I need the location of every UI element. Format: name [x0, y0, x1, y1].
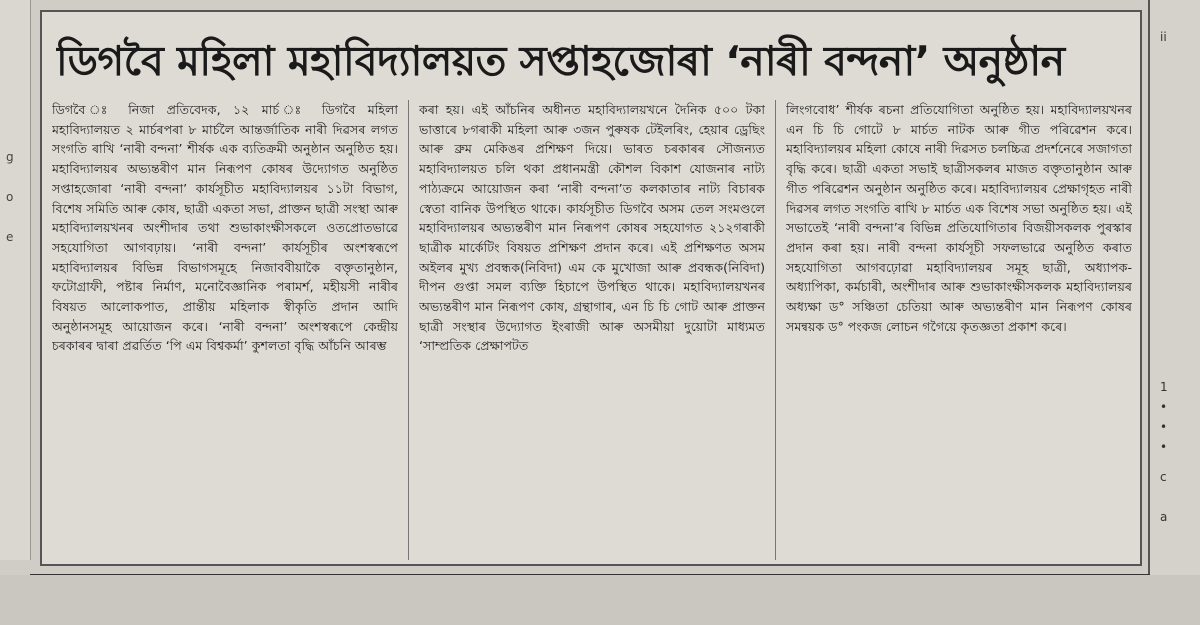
column-divider: [408, 100, 409, 560]
newspaper-article: [40, 10, 1142, 566]
column-divider: [775, 100, 776, 560]
article-column-2: কৰা হয়। এই আঁচনিৰ অধীনত মহাবিদ্যালয়খনে দৈনিক ৫০০ টকা ভাত্তাৰে ৮গৰাকী মহিলা আৰু ৩জন পুৰুষক টেইলৰিং, হেয়াৰ ড্ৰেছিং আৰু ব্ৰুম মেকিঙৰ প্ৰশিক্ষণ দিয়ে। ভাৰত চৰকাৰৰ সৌজন্যত মহাবিদ্যালয়ত চলি থকা প্ৰধানমন্ত্ৰী কৌশল বিকাশ যোজনাৰ নাট্য পাঠ্যক্ৰমে আয়োজন কৰা ‘নাৰী বন্দনা’ত কলকাতাৰ নাট্য বিচাৰক স্বেতা বানিক উপস্থিত থাকে। কাৰ্যসূচীত ডিগবৈ অসম তেল সংমণ্ডলে মহাবিদ্যালয়ৰ অভ্যন্তৰীণ মান নিৰূপণ কোষৰ সহযোগত ২১২গৰাকী ছাত্ৰীক মাৰ্কেটিং বিষয়ত প্ৰশিক্ষণ প্ৰদান কৰে। এই প্ৰশিক্ষণত অসম অইলৰ মুখ্য প্ৰবন্ধক(নিবিদা) এম কে মুখোজা আৰু প্ৰবন্ধক(নিবিদা) দীপন গুপ্তা সমল ব্যক্তি হিচাপে উপস্থিত থাকে। মহাবিদ্যালয়খনৰ অভ্যন্তৰীণ মান নিৰূপণ কোষ, গ্ৰন্থাগাৰ, এন চি চি গোট আৰু প্ৰাক্তন ছাত্ৰী সংস্থাৰ উদ্যোগত ইংৰাজী আৰু অসমীয়া দুয়োটা মাধ্যমত ‘সাম্প্ৰতিক প্ৰেক্ষাপটত: [419, 102, 765, 354]
article-columns: [52, 100, 1132, 560]
article-headline: ডিগবৈ মহিলা মহাবিদ্যালয়ত সপ্তাহজোৰা ‘নাৰী বন্দনা’ অনুষ্ঠান: [56, 37, 1065, 85]
article-column-1: ডিগবৈ ঃ নিজা প্রতিবেদক, ১২ মার্চ ঃ ডিগবৈ মহিলা মহাবিদ্যালয়ত ২ মার্চৰপৰা ৮ মার্চলৈ আন্তৰ্জাতিক নাৰী দিৱসৰ লগত সংগতি ৰাখি ‘নাৰী বন্দনা’ শীৰ্ষক এক ব্যতিক্ৰমী অনুষ্ঠান অনুষ্ঠিত হয়। মহাবিদ্যালয়ৰ অভ্যন্তৰীণ মান নিৰূপণ কোষৰ উদ্যোগত অনুষ্ঠিত সপ্তাহজোৰা ‘নাৰী বন্দনা’ কাৰ্যসূচীত মহাবিদ্যালয়ৰ ১১টা বিভাগ, বিশেষ সমিতি আৰু কোষ, ছাত্ৰী একতা সভা, প্ৰাক্তন ছাত্ৰী সংস্থা আৰু মহাবিদ্যালয়খনৰ অংশীদাৰ তথা শুভাকাংক্ষীসকলে ওতপ্ৰোতভাৱে সহযোগিতা আগবঢ়ায়। ‘নাৰী বন্দনা’ কাৰ্যসূচীৰ অংশস্বৰূপে মহাবিদ্যালয়ৰ বিভিন্ন বিভাগসমূহে নিজাববীয়াকৈ বক্তৃতানুষ্ঠান, ফটোগ্ৰাফী, পষ্টাৰ নিৰ্মাণ, মনোবৈজ্ঞানিক পৰামৰ্শ, মহীয়সী নাৰীৰ বিষয়ত আলোকপাত, প্ৰান্তীয় মহিলাক স্বীকৃতি প্ৰদান আদি অনুষ্ঠানসমূহ আয়োজন কৰে। ‘নাৰী বন্দনা’ অংশস্বৰূপে কেন্দ্ৰীয় চৰকাৰৰ দ্বাৰা প্ৰৱৰ্তিত ‘পি এম বিশ্বকৰ্মা’ কুশলতা বৃদ্ধি আঁচনি আৰম্ভ: [52, 102, 398, 354]
page-lower-margin: [0, 575, 1200, 625]
adjacent-page-right-edge: ii 1 • • • c a: [1148, 0, 1200, 580]
article-column-3: লিংগবোধ’ শীৰ্ষক ৰচনা প্ৰতিযোগিতা অনুষ্ঠিত হয়। মহাবিদ্যালয়খনৰ এন চি চি গোটে ৮ মাৰ্চত নাটক আৰু গীত পৰিৱেশন কৰে। মহাবিদ্যালয়ৰ মহিলা কোষে নাৰী দিৱসত চলচ্চিত্ৰ প্ৰদৰ্শনেৰে সজাগতা বৃদ্ধি কৰে। ছাত্ৰী একতা সভাই ছাত্ৰীসকলৰ মাজত বক্তৃতানুষ্ঠান আৰু গীত পৰিৱেশন অনুষ্ঠান অনুষ্ঠিত কৰে। মহাবিদ্যালয়ৰ প্ৰেক্ষাগৃহত নাৰী দিৱসৰ লগত সংগতি ৰাখি ৮ মাৰ্চত এক বিশেষ সভা অনুষ্ঠিত হয়। এই সভাতেই ‘নাৰী বন্দনা’ৰ বিভিন্ন প্ৰতিযোগিতাৰ বিজয়ীসকলক পুৰস্কাৰ প্ৰদান কৰা হয়। নাৰী বন্দনা কাৰ্যসূচী সফলভাৱে অনুষ্ঠিত কৰাত সহযোগিতা আগবঢ়োৱা মহাবিদ্যালয়ৰ সমূহ ছাত্ৰী, অধ্যাপক-অধ্যাপিকা, কৰ্মচাৰী, অংশীদাৰ আৰু শুভাকাংক্ষীসকলক মহাবিদ্যালয়ৰ অধ্যক্ষা ড° সঞ্চিতা চেতিয়া আৰু অভ্যন্তৰীণ মান নিৰূপণ কোষৰ সমন্বয়ক ড° পংকজ লোচন গগৈয়ে কৃতজ্ঞতা প্ৰকাশ কৰে।: [786, 102, 1132, 334]
adjacent-page-left-edge: g o e: [0, 0, 31, 560]
